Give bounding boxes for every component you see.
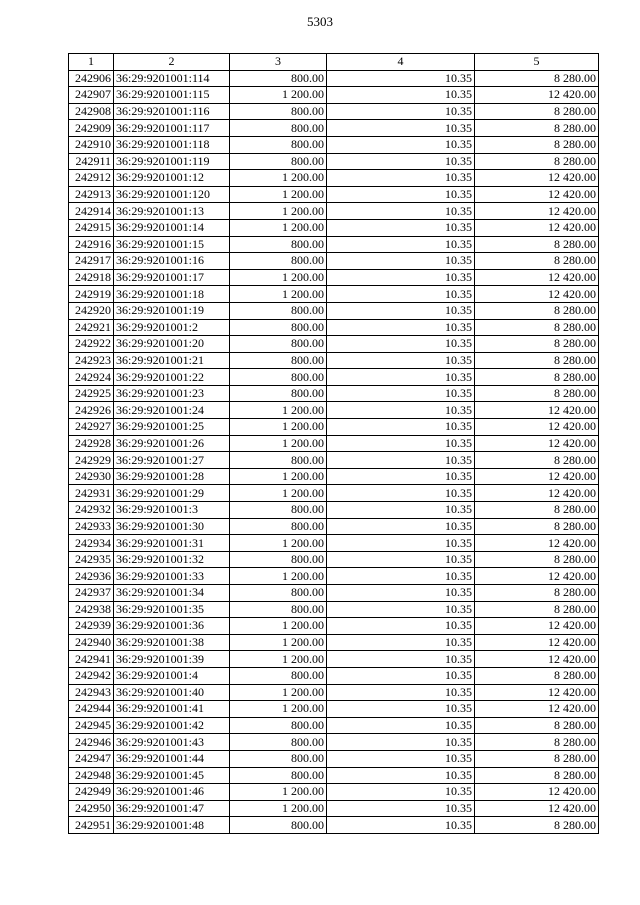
cadastral-number-cell: 36:29:9201001:20 <box>114 336 230 353</box>
row-number-cell: 242935 <box>69 551 114 568</box>
table-row <box>69 800 599 817</box>
cadastral-number-cell: 36:29:9201001:4 <box>114 667 230 684</box>
table-row <box>69 551 599 568</box>
row-number-cell: 242926 <box>69 402 114 419</box>
rate-cell: 10.35 <box>327 219 475 236</box>
table-row <box>69 236 599 253</box>
row-number-cell: 242950 <box>69 800 114 817</box>
area-cell: 800.00 <box>230 502 327 519</box>
area-cell: 1 200.00 <box>230 485 327 502</box>
row-number-cell: 242911 <box>69 153 114 170</box>
cadastral-number-cell: 36:29:9201001:28 <box>114 468 230 485</box>
value-cell: 12 420.00 <box>475 219 599 236</box>
area-cell: 800.00 <box>230 767 327 784</box>
page-number: 5303 <box>307 14 333 29</box>
rate-cell: 10.35 <box>327 369 475 386</box>
rate-cell: 10.35 <box>327 120 475 137</box>
value-cell: 8 280.00 <box>475 518 599 535</box>
rate-cell: 10.35 <box>327 302 475 319</box>
table-row <box>69 485 599 502</box>
value-cell: 12 420.00 <box>475 269 599 286</box>
row-number-cell: 242942 <box>69 667 114 684</box>
row-number-cell: 242936 <box>69 568 114 585</box>
value-cell: 8 280.00 <box>475 717 599 734</box>
rate-cell: 10.35 <box>327 667 475 684</box>
area-cell: 800.00 <box>230 302 327 319</box>
row-number-cell: 242943 <box>69 684 114 701</box>
area-cell: 1 200.00 <box>230 87 327 104</box>
cadastral-number-cell: 36:29:9201001:40 <box>114 684 230 701</box>
row-number-cell: 242919 <box>69 286 114 303</box>
table-row <box>69 385 599 402</box>
rate-cell: 10.35 <box>327 153 475 170</box>
area-cell: 800.00 <box>230 817 327 834</box>
value-cell: 8 280.00 <box>475 734 599 751</box>
value-cell: 8 280.00 <box>475 551 599 568</box>
table-row <box>69 502 599 519</box>
value-cell: 8 280.00 <box>475 369 599 386</box>
cadastral-number-cell: 36:29:9201001:27 <box>114 452 230 469</box>
rate-cell: 10.35 <box>327 800 475 817</box>
value-cell: 8 280.00 <box>475 302 599 319</box>
area-cell: 1 200.00 <box>230 286 327 303</box>
value-cell: 12 420.00 <box>475 170 599 187</box>
cadastral-number-cell: 36:29:9201001:47 <box>114 800 230 817</box>
area-cell: 1 200.00 <box>230 419 327 436</box>
cadastral-number-cell: 36:29:9201001:114 <box>114 70 230 87</box>
area-cell: 1 200.00 <box>230 435 327 452</box>
row-number-cell: 242944 <box>69 701 114 718</box>
table-row <box>69 634 599 651</box>
value-cell: 12 420.00 <box>475 701 599 718</box>
table-row <box>69 734 599 751</box>
table-row <box>69 684 599 701</box>
cadastral-number-cell: 36:29:9201001:29 <box>114 485 230 502</box>
value-cell: 12 420.00 <box>475 435 599 452</box>
row-number-cell: 242929 <box>69 452 114 469</box>
cadastral-number-cell: 36:29:9201001:26 <box>114 435 230 452</box>
row-number-cell: 242914 <box>69 203 114 220</box>
rate-cell: 10.35 <box>327 684 475 701</box>
row-number-cell: 242906 <box>69 70 114 87</box>
cadastral-number-cell: 36:29:9201001:115 <box>114 87 230 104</box>
rate-cell: 10.35 <box>327 103 475 120</box>
cadastral-number-cell: 36:29:9201001:36 <box>114 618 230 635</box>
area-cell: 800.00 <box>230 120 327 137</box>
rate-cell: 10.35 <box>327 319 475 336</box>
table-body <box>69 70 599 833</box>
table-row <box>69 253 599 270</box>
table-row <box>69 767 599 784</box>
area-cell: 1 200.00 <box>230 269 327 286</box>
table-row <box>69 468 599 485</box>
value-cell: 12 420.00 <box>475 186 599 203</box>
rate-cell: 10.35 <box>327 402 475 419</box>
row-number-cell: 242930 <box>69 468 114 485</box>
table-row <box>69 435 599 452</box>
rate-cell: 10.35 <box>327 817 475 834</box>
row-number-cell: 242910 <box>69 136 114 153</box>
table-row <box>69 518 599 535</box>
table-row <box>69 219 599 236</box>
cadastral-number-cell: 36:29:9201001:116 <box>114 103 230 120</box>
row-number-cell: 242933 <box>69 518 114 535</box>
area-cell: 1 200.00 <box>230 170 327 187</box>
row-number-cell: 242909 <box>69 120 114 137</box>
row-number-cell: 242920 <box>69 302 114 319</box>
table-row <box>69 369 599 386</box>
rate-cell: 10.35 <box>327 585 475 602</box>
table-row <box>69 153 599 170</box>
value-cell: 12 420.00 <box>475 485 599 502</box>
cadastral-number-cell: 36:29:9201001:3 <box>114 502 230 519</box>
table-row <box>69 70 599 87</box>
row-number-cell: 242940 <box>69 634 114 651</box>
row-number-cell: 242931 <box>69 485 114 502</box>
area-cell: 1 200.00 <box>230 203 327 220</box>
value-cell: 8 280.00 <box>475 767 599 784</box>
rate-cell: 10.35 <box>327 485 475 502</box>
table-row <box>69 701 599 718</box>
value-cell: 12 420.00 <box>475 535 599 552</box>
table-row <box>69 784 599 801</box>
value-cell: 8 280.00 <box>475 253 599 270</box>
table-row <box>69 452 599 469</box>
value-cell: 12 420.00 <box>475 784 599 801</box>
table-row <box>69 319 599 336</box>
rate-cell: 10.35 <box>327 502 475 519</box>
value-cell: 8 280.00 <box>475 70 599 87</box>
area-cell: 800.00 <box>230 452 327 469</box>
value-cell: 12 420.00 <box>475 684 599 701</box>
row-number-cell: 242946 <box>69 734 114 751</box>
rate-cell: 10.35 <box>327 651 475 668</box>
cadastral-number-cell: 36:29:9201001:44 <box>114 750 230 767</box>
column-header-5: 5 <box>475 54 599 71</box>
cadastral-number-cell: 36:29:9201001:22 <box>114 369 230 386</box>
value-cell: 8 280.00 <box>475 236 599 253</box>
cadastral-number-cell: 36:29:9201001:41 <box>114 701 230 718</box>
cadastral-number-cell: 36:29:9201001:45 <box>114 767 230 784</box>
area-cell: 1 200.00 <box>230 402 327 419</box>
row-number-cell: 242907 <box>69 87 114 104</box>
area-cell: 800.00 <box>230 136 327 153</box>
row-number-cell: 242934 <box>69 535 114 552</box>
rate-cell: 10.35 <box>327 352 475 369</box>
cadastral-number-cell: 36:29:9201001:19 <box>114 302 230 319</box>
table-row <box>69 817 599 834</box>
area-cell: 800.00 <box>230 717 327 734</box>
area-cell: 1 200.00 <box>230 634 327 651</box>
table-row <box>69 535 599 552</box>
column-header-3: 3 <box>230 54 327 71</box>
rate-cell: 10.35 <box>327 87 475 104</box>
cadastral-number-cell: 36:29:9201001:13 <box>114 203 230 220</box>
cadastral-number-cell: 36:29:9201001:42 <box>114 717 230 734</box>
cadastral-number-cell: 36:29:9201001:34 <box>114 585 230 602</box>
table-row <box>69 568 599 585</box>
row-number-cell: 242937 <box>69 585 114 602</box>
cadastral-number-cell: 36:29:9201001:38 <box>114 634 230 651</box>
table-row <box>69 302 599 319</box>
value-cell: 12 420.00 <box>475 634 599 651</box>
cadastral-number-cell: 36:29:9201001:35 <box>114 601 230 618</box>
value-cell: 12 420.00 <box>475 402 599 419</box>
value-cell: 8 280.00 <box>475 585 599 602</box>
row-number-cell: 242912 <box>69 170 114 187</box>
area-cell: 1 200.00 <box>230 186 327 203</box>
table-row <box>69 352 599 369</box>
table-row <box>69 667 599 684</box>
row-number-cell: 242922 <box>69 336 114 353</box>
area-cell: 800.00 <box>230 667 327 684</box>
rate-cell: 10.35 <box>327 136 475 153</box>
table-row <box>69 601 599 618</box>
cadastral-number-cell: 36:29:9201001:12 <box>114 170 230 187</box>
cadastral-number-cell: 36:29:9201001:31 <box>114 535 230 552</box>
table-row <box>69 717 599 734</box>
rate-cell: 10.35 <box>327 535 475 552</box>
header-row <box>69 54 599 71</box>
table-row <box>69 585 599 602</box>
area-cell: 800.00 <box>230 70 327 87</box>
rate-cell: 10.35 <box>327 767 475 784</box>
area-cell: 1 200.00 <box>230 535 327 552</box>
area-cell: 1 200.00 <box>230 618 327 635</box>
area-cell: 800.00 <box>230 734 327 751</box>
rate-cell: 10.35 <box>327 269 475 286</box>
area-cell: 800.00 <box>230 551 327 568</box>
value-cell: 8 280.00 <box>475 452 599 469</box>
area-cell: 800.00 <box>230 385 327 402</box>
row-number-cell: 242941 <box>69 651 114 668</box>
table-row <box>69 419 599 436</box>
value-cell: 12 420.00 <box>475 87 599 104</box>
value-cell: 12 420.00 <box>475 651 599 668</box>
value-cell: 12 420.00 <box>475 419 599 436</box>
rate-cell: 10.35 <box>327 634 475 651</box>
cadastral-number-cell: 36:29:9201001:25 <box>114 419 230 436</box>
table-row <box>69 120 599 137</box>
cadastral-number-cell: 36:29:9201001:17 <box>114 269 230 286</box>
cadastral-number-cell: 36:29:9201001:24 <box>114 402 230 419</box>
area-cell: 800.00 <box>230 585 327 602</box>
row-number-cell: 242918 <box>69 269 114 286</box>
table-row <box>69 402 599 419</box>
area-cell: 800.00 <box>230 750 327 767</box>
cadastral-number-cell: 36:29:9201001:21 <box>114 352 230 369</box>
value-cell: 12 420.00 <box>475 468 599 485</box>
area-cell: 800.00 <box>230 518 327 535</box>
cadastral-number-cell: 36:29:9201001:18 <box>114 286 230 303</box>
cadastral-number-cell: 36:29:9201001:119 <box>114 153 230 170</box>
table-row <box>69 136 599 153</box>
row-number-cell: 242932 <box>69 502 114 519</box>
rate-cell: 10.35 <box>327 203 475 220</box>
row-number-cell: 242951 <box>69 817 114 834</box>
area-cell: 800.00 <box>230 103 327 120</box>
rate-cell: 10.35 <box>327 618 475 635</box>
value-cell: 8 280.00 <box>475 336 599 353</box>
rate-cell: 10.35 <box>327 170 475 187</box>
rate-cell: 10.35 <box>327 186 475 203</box>
cadastral-number-cell: 36:29:9201001:46 <box>114 784 230 801</box>
rate-cell: 10.35 <box>327 734 475 751</box>
rate-cell: 10.35 <box>327 385 475 402</box>
area-cell: 800.00 <box>230 153 327 170</box>
row-number-cell: 242948 <box>69 767 114 784</box>
table-row <box>69 203 599 220</box>
cadastral-number-cell: 36:29:9201001:32 <box>114 551 230 568</box>
column-header-2: 2 <box>114 54 230 71</box>
cadastral-number-cell: 36:29:9201001:15 <box>114 236 230 253</box>
area-cell: 1 200.00 <box>230 784 327 801</box>
cadastral-number-cell: 36:29:9201001:43 <box>114 734 230 751</box>
cadastral-number-cell: 36:29:9201001:14 <box>114 219 230 236</box>
cadastral-number-cell: 36:29:9201001:33 <box>114 568 230 585</box>
table-row <box>69 651 599 668</box>
value-cell: 8 280.00 <box>475 385 599 402</box>
value-cell: 8 280.00 <box>475 750 599 767</box>
row-number-cell: 242947 <box>69 750 114 767</box>
data-table <box>68 53 599 834</box>
value-cell: 8 280.00 <box>475 817 599 834</box>
cadastral-number-cell: 36:29:9201001:30 <box>114 518 230 535</box>
table-row <box>69 87 599 104</box>
area-cell: 1 200.00 <box>230 701 327 718</box>
rate-cell: 10.35 <box>327 568 475 585</box>
row-number-cell: 242949 <box>69 784 114 801</box>
cadastral-number-cell: 36:29:9201001:48 <box>114 817 230 834</box>
column-header-1: 1 <box>69 54 114 71</box>
table-row <box>69 618 599 635</box>
value-cell: 12 420.00 <box>475 568 599 585</box>
rate-cell: 10.35 <box>327 784 475 801</box>
cadastral-number-cell: 36:29:9201001:120 <box>114 186 230 203</box>
row-number-cell: 242923 <box>69 352 114 369</box>
row-number-cell: 242927 <box>69 419 114 436</box>
cadastral-number-cell: 36:29:9201001:118 <box>114 136 230 153</box>
area-cell: 1 200.00 <box>230 684 327 701</box>
rate-cell: 10.35 <box>327 601 475 618</box>
rate-cell: 10.35 <box>327 701 475 718</box>
rate-cell: 10.35 <box>327 468 475 485</box>
cadastral-number-cell: 36:29:9201001:23 <box>114 385 230 402</box>
value-cell: 8 280.00 <box>475 502 599 519</box>
area-cell: 1 200.00 <box>230 568 327 585</box>
area-cell: 800.00 <box>230 352 327 369</box>
cadastral-number-cell: 36:29:9201001:16 <box>114 253 230 270</box>
table-row <box>69 170 599 187</box>
area-cell: 1 200.00 <box>230 468 327 485</box>
row-number-cell: 242938 <box>69 601 114 618</box>
row-number-cell: 242908 <box>69 103 114 120</box>
column-header-4: 4 <box>327 54 475 71</box>
value-cell: 12 420.00 <box>475 203 599 220</box>
row-number-cell: 242945 <box>69 717 114 734</box>
area-cell: 1 200.00 <box>230 651 327 668</box>
row-number-cell: 242917 <box>69 253 114 270</box>
row-number-cell: 242939 <box>69 618 114 635</box>
value-cell: 8 280.00 <box>475 136 599 153</box>
value-cell: 8 280.00 <box>475 120 599 137</box>
value-cell: 12 420.00 <box>475 618 599 635</box>
rate-cell: 10.35 <box>327 336 475 353</box>
value-cell: 8 280.00 <box>475 319 599 336</box>
value-cell: 8 280.00 <box>475 153 599 170</box>
rate-cell: 10.35 <box>327 518 475 535</box>
table-row <box>69 186 599 203</box>
area-cell: 800.00 <box>230 369 327 386</box>
area-cell: 800.00 <box>230 601 327 618</box>
area-cell: 800.00 <box>230 236 327 253</box>
rate-cell: 10.35 <box>327 717 475 734</box>
row-number-cell: 242921 <box>69 319 114 336</box>
cadastral-number-cell: 36:29:9201001:2 <box>114 319 230 336</box>
area-cell: 800.00 <box>230 253 327 270</box>
row-number-cell: 242915 <box>69 219 114 236</box>
area-cell: 1 200.00 <box>230 219 327 236</box>
rate-cell: 10.35 <box>327 452 475 469</box>
value-cell: 12 420.00 <box>475 800 599 817</box>
table-row <box>69 269 599 286</box>
value-cell: 8 280.00 <box>475 601 599 618</box>
rate-cell: 10.35 <box>327 70 475 87</box>
table-row <box>69 336 599 353</box>
cadastral-number-cell: 36:29:9201001:117 <box>114 120 230 137</box>
rate-cell: 10.35 <box>327 236 475 253</box>
area-cell: 800.00 <box>230 336 327 353</box>
rate-cell: 10.35 <box>327 435 475 452</box>
area-cell: 1 200.00 <box>230 800 327 817</box>
area-cell: 800.00 <box>230 319 327 336</box>
rate-cell: 10.35 <box>327 253 475 270</box>
value-cell: 8 280.00 <box>475 667 599 684</box>
rate-cell: 10.35 <box>327 286 475 303</box>
rate-cell: 10.35 <box>327 419 475 436</box>
row-number-cell: 242916 <box>69 236 114 253</box>
row-number-cell: 242913 <box>69 186 114 203</box>
table-row <box>69 103 599 120</box>
rate-cell: 10.35 <box>327 750 475 767</box>
row-number-cell: 242924 <box>69 369 114 386</box>
table-row <box>69 750 599 767</box>
value-cell: 8 280.00 <box>475 352 599 369</box>
table-row <box>69 286 599 303</box>
value-cell: 12 420.00 <box>475 286 599 303</box>
row-number-cell: 242928 <box>69 435 114 452</box>
value-cell: 8 280.00 <box>475 103 599 120</box>
row-number-cell: 242925 <box>69 385 114 402</box>
rate-cell: 10.35 <box>327 551 475 568</box>
cadastral-number-cell: 36:29:9201001:39 <box>114 651 230 668</box>
